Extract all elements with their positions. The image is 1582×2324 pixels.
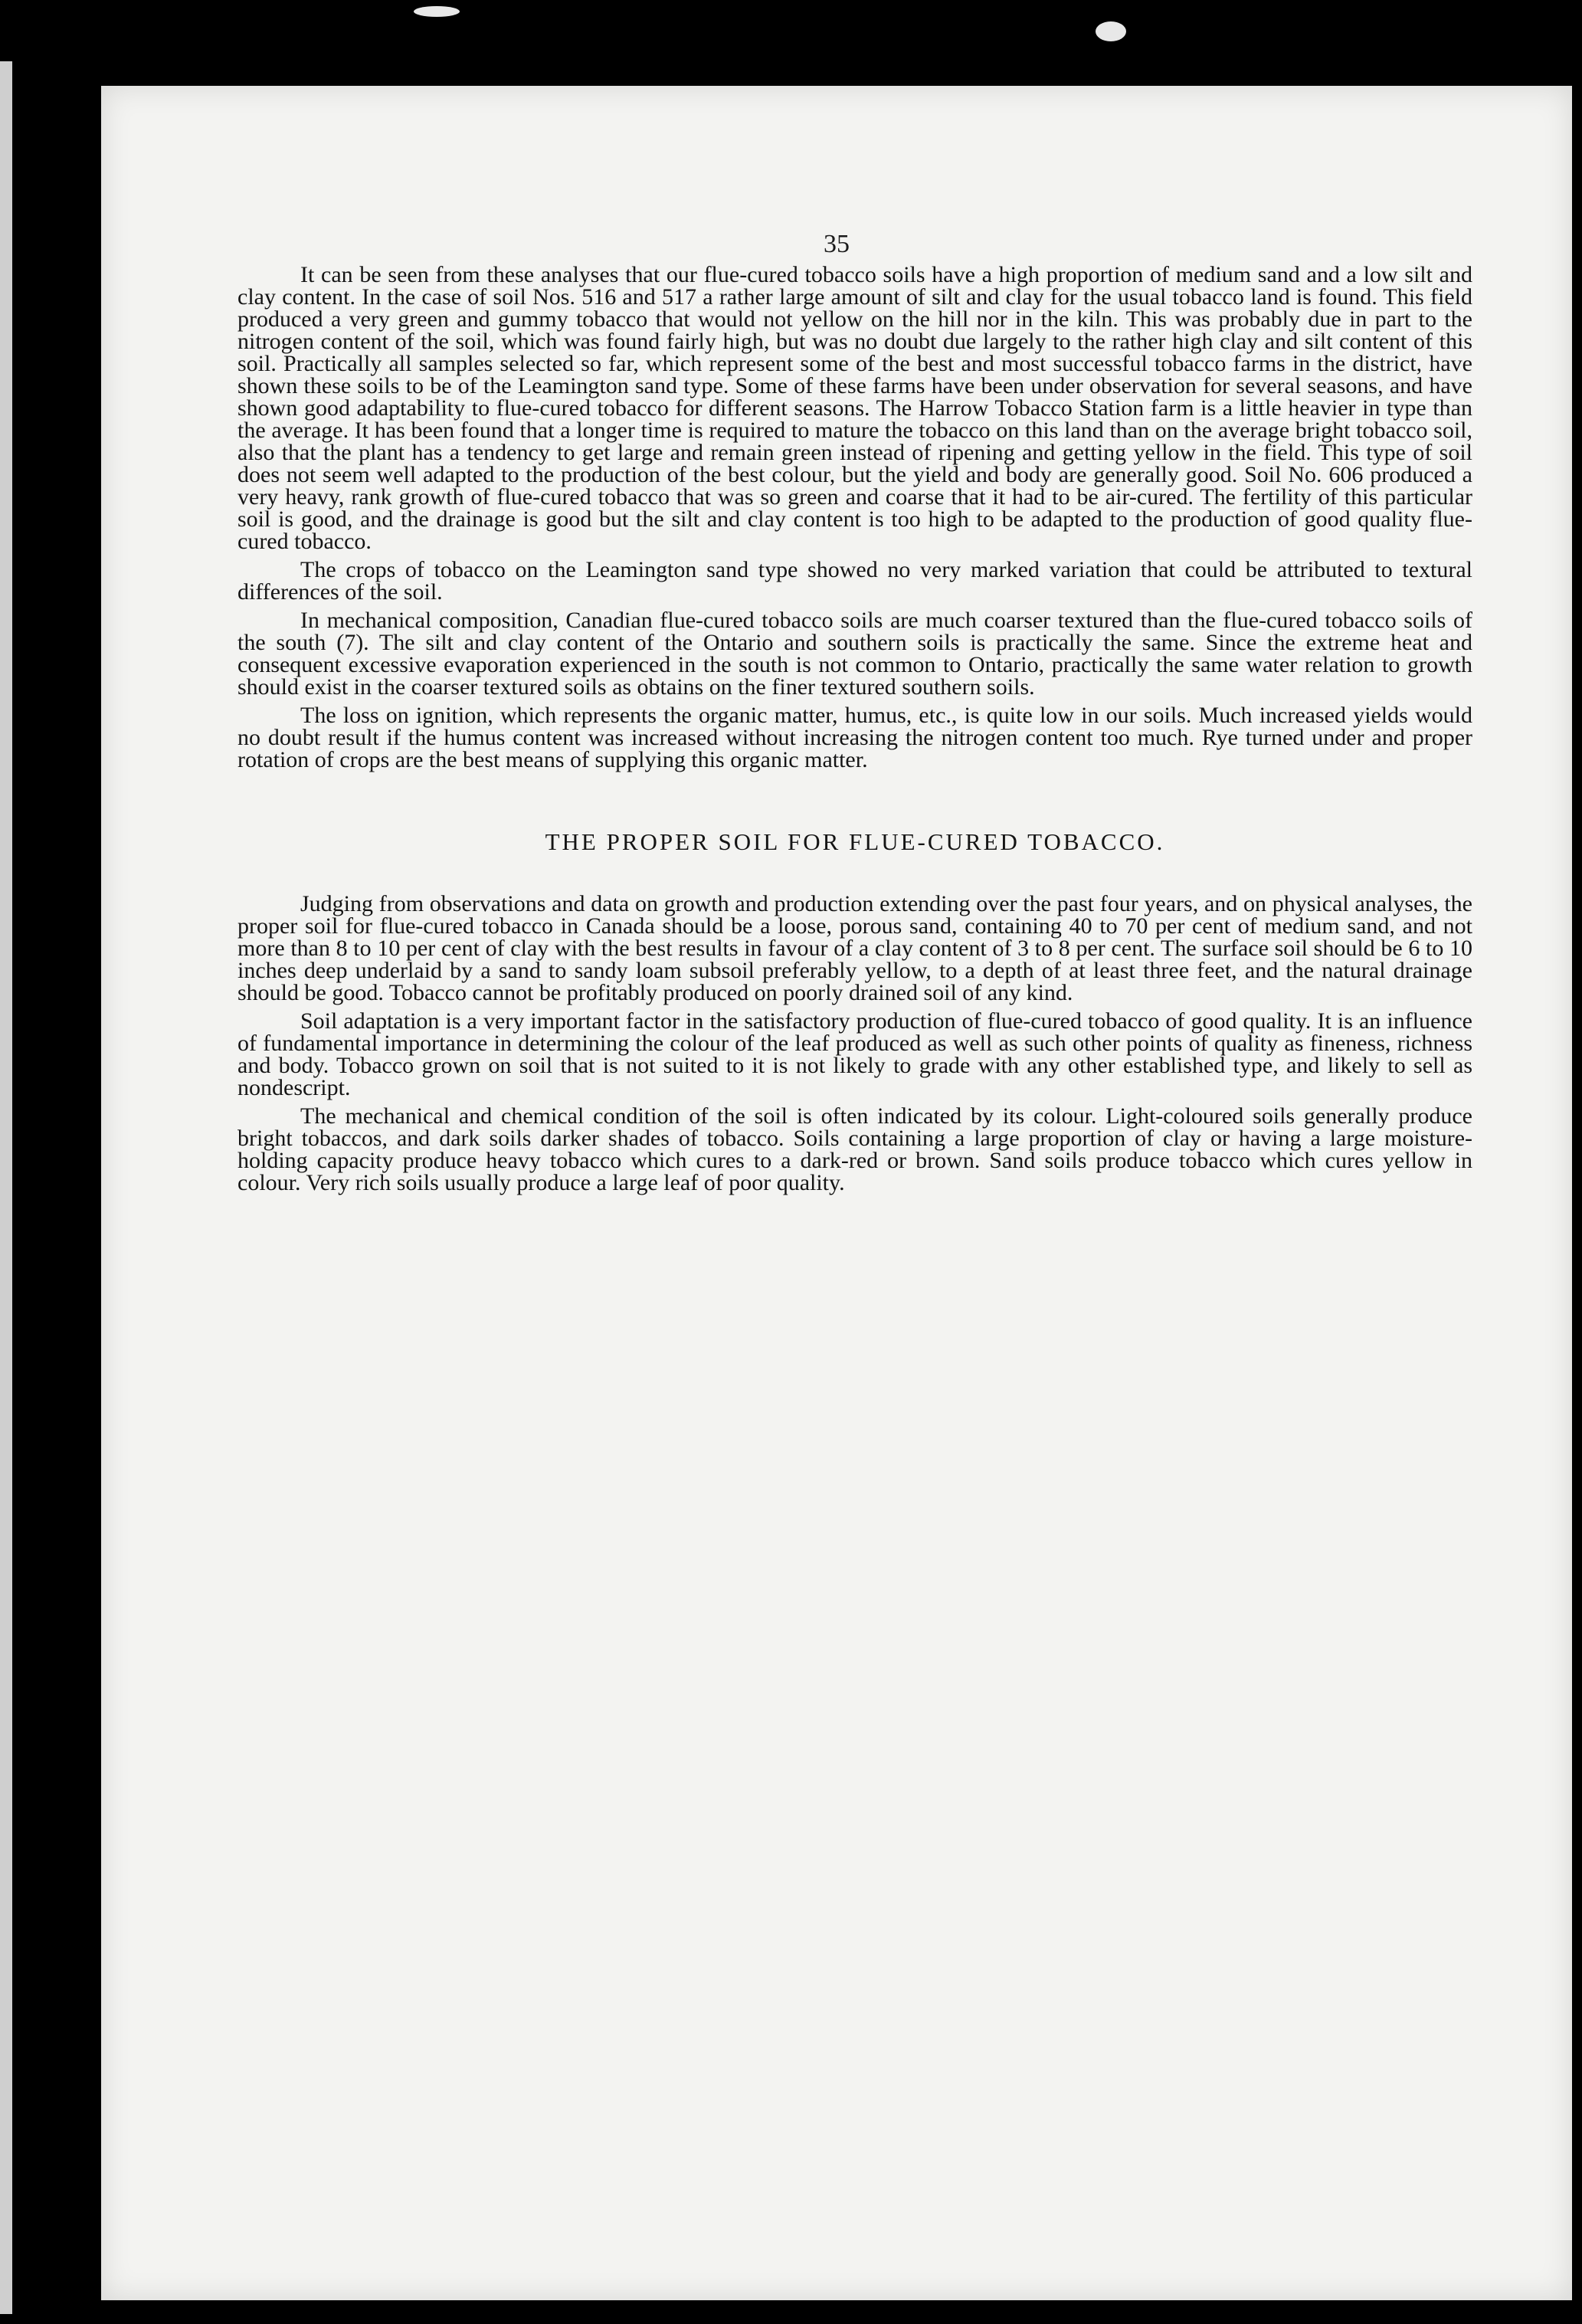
adjacent-page-edge — [0, 61, 12, 2314]
scan-speck — [414, 6, 460, 17]
page-number: 35 — [824, 230, 850, 258]
paragraph: Judging from observations and data on growth and production extending over the past four years, and on physical analyses, the proper soil for flue-cured tobacco in Canada should be a loose, porous sand, containing 40 to 70 per cent of medium sand, and not more than 8 to 10 per cent of clay with the best results in favour of a clay content of 3 to 8 per cent. The surface soil should be 6 to 10 inches deep underlaid by a sand to sandy loam subsoil preferably yellow, to a depth of at least three feet, and the natural drainage should be good. Tobacco cannot be profitably produced on poorly drained soil of any kind. — [237, 891, 1472, 1005]
paragraph: The loss on ignition, which represents the organic matter, humus, etc., is quite low in our soils. Much increased yields would no doubt result if the humus content was increased without increasing the nitrogen content too much. Rye turned under and proper rotation of crops are the best means of supplying this organic matter. — [237, 703, 1472, 772]
section-one — [237, 264, 1472, 771]
page-body — [237, 264, 1472, 1200]
paragraph: The mechanical and chemical condition of the soil is often indicated by its colour. Light-coloured soils generally produce bright tobaccos, and dark soils darker shades of tobacco. Soils containing a large proportion of clay or having a large moisture-holding capacity produce heavy tobacco which cures to a dark-red or brown. Sand soils produce tobacco which cures yellow in colour. Very rich soils usually produce a large leaf of poor quality. — [237, 1103, 1472, 1195]
paragraph: Soil adaptation is a very important factor in the satisfactory production of flue-cured tobacco of good quality. It is an influence of fundamental importance in determining the colour of the leaf produced as well as such other points of quality as fineness, richness and body. Tobacco grown on soil that is not suited to it is not likely to grade with any other established type, and likely to sell as nondescript. — [237, 1008, 1472, 1100]
section-two — [237, 893, 1472, 1194]
section-heading: THE PROPER SOIL FOR FLUE-CURED TOBACCO. — [545, 828, 1165, 855]
scan-speck — [1096, 21, 1126, 41]
paper-sheet — [101, 86, 1572, 2300]
paragraph: It can be seen from these analyses that our flue-cured tobacco soils have a high proportion of medium sand and a low silt and clay content. In the case of soil Nos. 516 and 517 a rather large amount of silt and clay for the usual tobacco land is found. This field produced a very green and gummy tobacco that would not yellow on the hill nor in the kiln. This was probably due in part to the nitrogen content of the soil, which was found fairly high, but was no doubt due largely to the rather high clay and silt content of this soil. Practically all samples selected so far, which represent some of the best and most successful tobacco farms in the district, have shown these soils to be of the Leamington sand type. Some of these farms have been under observation for several seasons, and have shown good adaptability to flue-cured tobacco for different seasons. The Harrow Tobacco Station farm is a little heavier in type than the average. It has been found that a longer time is required to mature the tobacco on this land than on the average bright tobacco soil, also that the plant has a tendency to get large and remain green instead of ripening and getting yellow in the field. This type of soil does not seem well adapted to the production of the best colour, but the yield and body are generally good. Soil No. 606 produced a very heavy, rank growth of flue-cured tobacco that was so green and coarse that it had to be air-cured. The fertility of this particular soil is good, and the drainage is good but the silt and clay content is too high to be adapted to the production of good quality flue-cured tobacco. — [237, 262, 1472, 554]
paragraph: In mechanical composition, Canadian flue-cured tobacco soils are much coarser textured than the flue-cured tobacco soils of the south (7). The silt and clay content of the Ontario and southern soils is practically the same. Since the extreme heat and consequent excessive evaporation experienced in the south is not common to Ontario, practically the same water relation to growth should exist in the coarser textured soils as obtains on the finer textured southern soils. — [237, 608, 1472, 700]
paragraph: The crops of tobacco on the Leamington sand type showed no very marked variation that could be attributed to textural differences of the soil. — [237, 557, 1472, 605]
